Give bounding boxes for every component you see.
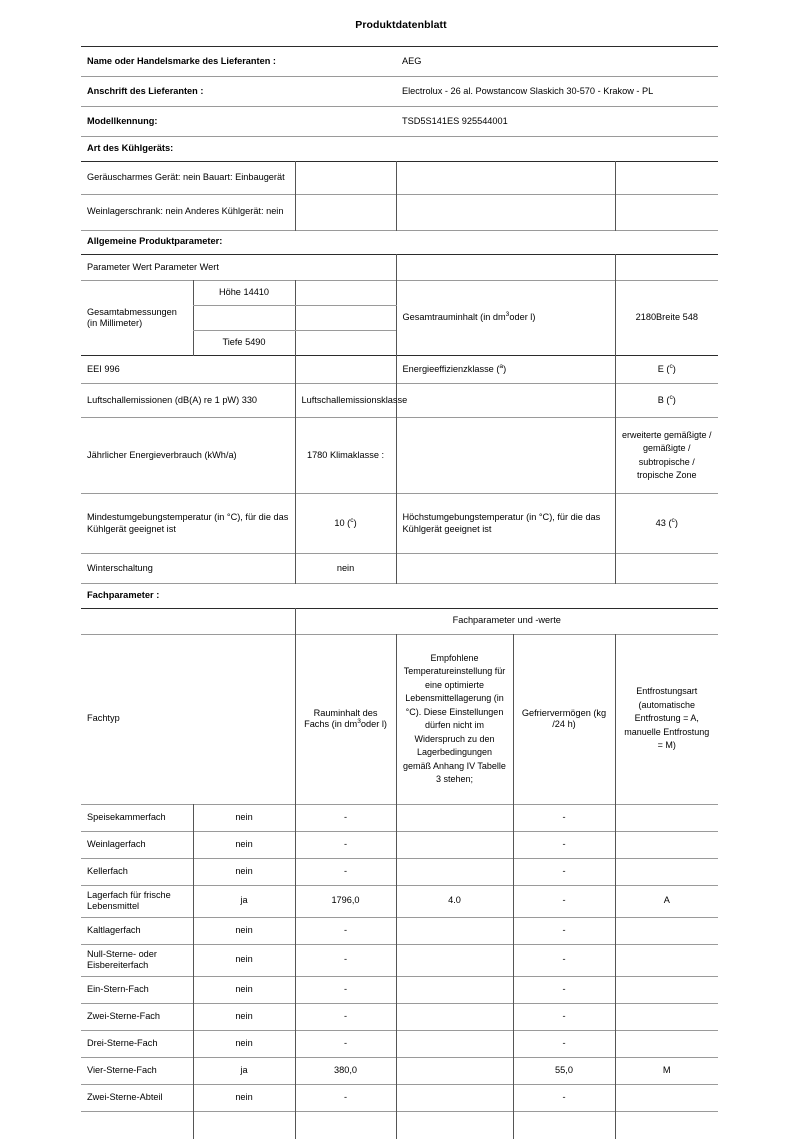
compartment-present: nein — [193, 1084, 295, 1111]
table-row — [81, 858, 718, 885]
table-row — [81, 107, 718, 137]
compartment-defrost-type — [615, 1030, 718, 1057]
table-row — [81, 77, 718, 107]
compartment-volume: - — [295, 1084, 396, 1111]
noise-class-value-sup: c — [669, 394, 672, 401]
compartment-freezing-capacity: - — [513, 885, 615, 917]
col-header-volume-sup: 3 — [357, 718, 361, 725]
compartment-freezing-capacity: - — [513, 944, 615, 976]
compartment-type: Zwei-Sterne-Abteil — [81, 1084, 193, 1111]
total-volume-label — [396, 281, 615, 356]
climate-class-empty — [396, 418, 615, 494]
table-row — [81, 494, 718, 554]
compartment-present: nein — [193, 858, 295, 885]
compartment-type: Vier-Sterne-Fach — [81, 1057, 193, 1084]
compartment-freezing-capacity: - — [513, 1030, 615, 1057]
compartment-temperature — [396, 1030, 513, 1057]
compartment-volume: - — [295, 1003, 396, 1030]
datasheet-body — [81, 46, 718, 1139]
energy-class-sup: a — [499, 363, 503, 370]
compartment-volume: - — [295, 976, 396, 1003]
table-row — [81, 47, 718, 77]
max-temp-value-sup: c — [672, 517, 675, 524]
col-header-volume-text: Rauminhalt des Fachs (in dm — [304, 708, 377, 730]
supplier-name-value: AEG — [396, 47, 718, 77]
appliance-type-row2: Weinlagerschrank: nein Anderes Kühlgerät: nein — [81, 194, 295, 230]
noise-class-value — [615, 384, 718, 418]
supplier-table — [81, 46, 718, 161]
energy-class-label-text: Energieeffizienzklasse ( — [403, 364, 500, 374]
compartment-parameters-table — [81, 608, 718, 1139]
trailing-c1 — [81, 1111, 193, 1139]
total-volume-label-tail: oder l) — [509, 312, 535, 322]
table-row — [81, 1003, 718, 1030]
compartment-volume: - — [295, 944, 396, 976]
compartment-defrost-type — [615, 858, 718, 885]
compartment-type: Speisekammerfach — [81, 804, 193, 831]
compartment-temperature — [396, 831, 513, 858]
appliance-type-row1: Geräuscharmes Gerät: nein Bauart: Einbaugerät — [81, 161, 295, 194]
noise-class-value-text: B ( — [658, 395, 670, 405]
table-row — [81, 804, 718, 831]
compartment-defrost-type: A — [615, 885, 718, 917]
trailing-c4 — [396, 1111, 513, 1139]
eei-value — [295, 356, 396, 384]
compartment-defrost-type — [615, 804, 718, 831]
energy-class-value-tail: ) — [673, 364, 676, 374]
compartment-volume: - — [295, 1030, 396, 1057]
total-volume-label-text: Gesamtrauminhalt (in dm — [403, 312, 506, 322]
general-section-label: Allgemeine Produktparameter: — [81, 230, 718, 254]
annual-energy-label: Jährlicher Energieverbrauch (kWh/a) — [81, 418, 295, 494]
compartment-type: Lagerfach für frische Lebensmittel — [81, 885, 193, 917]
min-temp-value-sup: c — [350, 517, 353, 524]
compartment-present: nein — [193, 804, 295, 831]
compartment-defrost-type — [615, 944, 718, 976]
compartment-defrost-type — [615, 1084, 718, 1111]
page-title: Produktdatenblatt — [0, 19, 802, 31]
table-row — [81, 418, 718, 494]
appliance-type-section-label: Art des Kühlgeräts: — [81, 137, 718, 161]
trailing-c2 — [193, 1111, 295, 1139]
compartment-type: Drei-Sterne-Fach — [81, 1030, 193, 1057]
general-section-row — [81, 230, 718, 254]
compartment-freezing-capacity: 55,0 — [513, 1057, 615, 1084]
eei-label: EEI 996 — [81, 356, 295, 384]
dimensions-label: Gesamtabmessungen (in Millimeter) — [81, 281, 193, 356]
compartment-freezing-capacity: - — [513, 917, 615, 944]
annual-energy-value: 1780 Klimaklasse : — [295, 418, 396, 494]
col-header-type: Fachtyp — [81, 634, 295, 804]
general-header-c5 — [615, 255, 718, 281]
supplier-name-label: Name oder Handelsmarke des Lieferanten : — [81, 47, 396, 77]
compartment-volume: - — [295, 917, 396, 944]
compartment-temperature — [396, 804, 513, 831]
appliance-type-row2-c3 — [396, 194, 615, 230]
compartment-temperature — [396, 858, 513, 885]
compartment-type: Ein-Stern-Fach — [81, 976, 193, 1003]
general-header-c4 — [396, 255, 615, 281]
compartment-freezing-capacity: - — [513, 831, 615, 858]
noise-label: Luftschallemissionen (dB(A) re 1 pW) 330 — [81, 384, 295, 418]
compartment-present: nein — [193, 976, 295, 1003]
compartment-type: Zwei-Sterne-Fach — [81, 1003, 193, 1030]
appliance-type-row2-c2 — [295, 194, 396, 230]
compartment-freezing-capacity: - — [513, 1084, 615, 1111]
compartment-type: Null-Sterne- oder Eisbereiterfach — [81, 944, 193, 976]
col-header-temperature: Empfohlene Temperatureinstellung für eine optimierte Lebensmittellagerung (in °C). Diese Einstellungen dürfen nicht im Widerspruch zu den Lagerbedingungen gemäß Anhang IV Tabelle 3 stehen; — [396, 634, 513, 804]
compartment-volume: - — [295, 804, 396, 831]
table-row — [81, 944, 718, 976]
dimension-width-value — [295, 306, 396, 331]
table-row — [81, 917, 718, 944]
compartment-temperature — [396, 1003, 513, 1030]
col-header-freezing-capacity: Gefriervermögen (kg /24 h) — [513, 634, 615, 804]
trailing-c3 — [295, 1111, 396, 1139]
compartment-defrost-type — [615, 1003, 718, 1030]
compartment-defrost-type — [615, 831, 718, 858]
compartment-defrost-type — [615, 917, 718, 944]
total-volume-sup: 3 — [506, 311, 510, 318]
trailing-c5 — [513, 1111, 615, 1139]
energy-class-value-sup: c — [669, 363, 672, 370]
compartment-header-row — [81, 634, 718, 804]
model-label: Modellkennung: — [81, 107, 396, 137]
winter-c5 — [615, 554, 718, 584]
compartment-freezing-capacity: - — [513, 1003, 615, 1030]
supplier-address-value: Electrolux - 26 al. Powstancow Slaskich 30-570 - Krakow - PL — [396, 77, 718, 107]
table-row — [81, 356, 718, 384]
col-header-defrost-type: Entfrostungsart (automatische Entfrostung = A, manuelle Entfrostung = M) — [615, 634, 718, 804]
compartment-temperature: 4.0 — [396, 885, 513, 917]
compartment-type: Kellerfach — [81, 858, 193, 885]
table-row — [81, 885, 718, 917]
model-value: TSD5S141ES 925544001 — [396, 107, 718, 137]
supplier-address-label: Anschrift des Lieferanten : — [81, 77, 396, 107]
compartment-freezing-capacity: - — [513, 858, 615, 885]
energy-class-value-text: E ( — [658, 364, 670, 374]
max-temp-value-tail: ) — [675, 518, 678, 528]
table-row — [81, 384, 718, 418]
compartment-volume: - — [295, 858, 396, 885]
winter-c4 — [396, 554, 615, 584]
general-parameters-table — [81, 254, 718, 608]
dimension-height-value — [295, 281, 396, 306]
table-row — [81, 554, 718, 584]
appliance-type-row1-c2 — [295, 161, 396, 194]
winter-label: Winterschaltung — [81, 554, 295, 584]
appliance-type-row1-c4 — [615, 161, 718, 194]
compartment-present: ja — [193, 885, 295, 917]
dimension-height: Höhe 14410 — [193, 281, 295, 306]
compartment-temperature — [396, 976, 513, 1003]
compartment-group-header-spacer2 — [193, 608, 295, 634]
noise-class-label: Luftschallemissionsklasse — [295, 384, 396, 418]
compartment-present: nein — [193, 917, 295, 944]
dimension-depth: Tiefe 5490 — [193, 331, 295, 356]
table-row — [81, 281, 718, 306]
compartment-temperature — [396, 1084, 513, 1111]
compartments-section-label: Fachparameter : — [81, 584, 718, 608]
table-row — [81, 194, 718, 230]
table-row — [81, 1057, 718, 1084]
max-temp-label: Höchstumgebungstemperatur (in °C), für die das Kühlgerät geeignet ist — [396, 494, 615, 554]
climate-class-value: erweiterte gemäßigte / gemäßigte / subtropische / tropische Zone — [615, 418, 718, 494]
min-temp-value-tail: ) — [354, 518, 357, 528]
appliance-type-section-row — [81, 137, 718, 161]
min-temp-value — [295, 494, 396, 554]
col-header-volume-tail: oder l) — [361, 719, 387, 729]
max-temp-value — [615, 494, 718, 554]
appliance-type-row2-c4 — [615, 194, 718, 230]
compartment-temperature — [396, 1057, 513, 1084]
compartment-freezing-capacity: - — [513, 804, 615, 831]
compartment-type: Weinlagerfach — [81, 831, 193, 858]
compartment-present: nein — [193, 944, 295, 976]
table-row — [81, 831, 718, 858]
energy-class-label-tail: ) — [503, 364, 506, 374]
compartment-present: ja — [193, 1057, 295, 1084]
compartment-present: nein — [193, 831, 295, 858]
compartment-volume: - — [295, 831, 396, 858]
noise-class-empty — [396, 384, 615, 418]
trailing-c6 — [615, 1111, 718, 1139]
compartment-trailing-row — [81, 1111, 718, 1139]
appliance-type-table — [81, 161, 718, 255]
appliance-type-row1-c3 — [396, 161, 615, 194]
compartment-volume: 380,0 — [295, 1057, 396, 1084]
table-row — [81, 161, 718, 194]
compartment-group-header-row — [81, 608, 718, 634]
compartment-volume: 1796,0 — [295, 885, 396, 917]
compartment-temperature — [396, 917, 513, 944]
table-row — [81, 1084, 718, 1111]
compartment-freezing-capacity: - — [513, 976, 615, 1003]
min-temp-label: Mindestumgebungstemperatur (in °C), für die das Kühlgerät geeignet ist — [81, 494, 295, 554]
compartment-defrost-type: M — [615, 1057, 718, 1084]
max-temp-value-text: 43 ( — [656, 518, 672, 528]
compartment-defrost-type — [615, 976, 718, 1003]
winter-value: nein — [295, 554, 396, 584]
dimension-depth-value — [295, 331, 396, 356]
min-temp-value-text: 10 ( — [334, 518, 350, 528]
compartment-present: nein — [193, 1030, 295, 1057]
compartment-group-header: Fachparameter und -werte — [295, 608, 718, 634]
energy-class-value — [615, 356, 718, 384]
dimension-width — [193, 306, 295, 331]
energy-class-label — [396, 356, 615, 384]
compartments-section-row — [81, 584, 718, 608]
noise-class-value-tail: ) — [673, 395, 676, 405]
general-header-row: Parameter Wert Parameter Wert — [81, 255, 396, 281]
total-volume-value: 2180Breite 548 — [615, 281, 718, 356]
table-row — [81, 255, 718, 281]
compartment-present: nein — [193, 1003, 295, 1030]
compartment-rows-body — [81, 804, 718, 1111]
col-header-volume — [295, 634, 396, 804]
table-row — [81, 1030, 718, 1057]
table-row — [81, 976, 718, 1003]
compartment-group-header-spacer — [81, 608, 193, 634]
compartment-type: Kaltlagerfach — [81, 917, 193, 944]
compartment-temperature — [396, 944, 513, 976]
